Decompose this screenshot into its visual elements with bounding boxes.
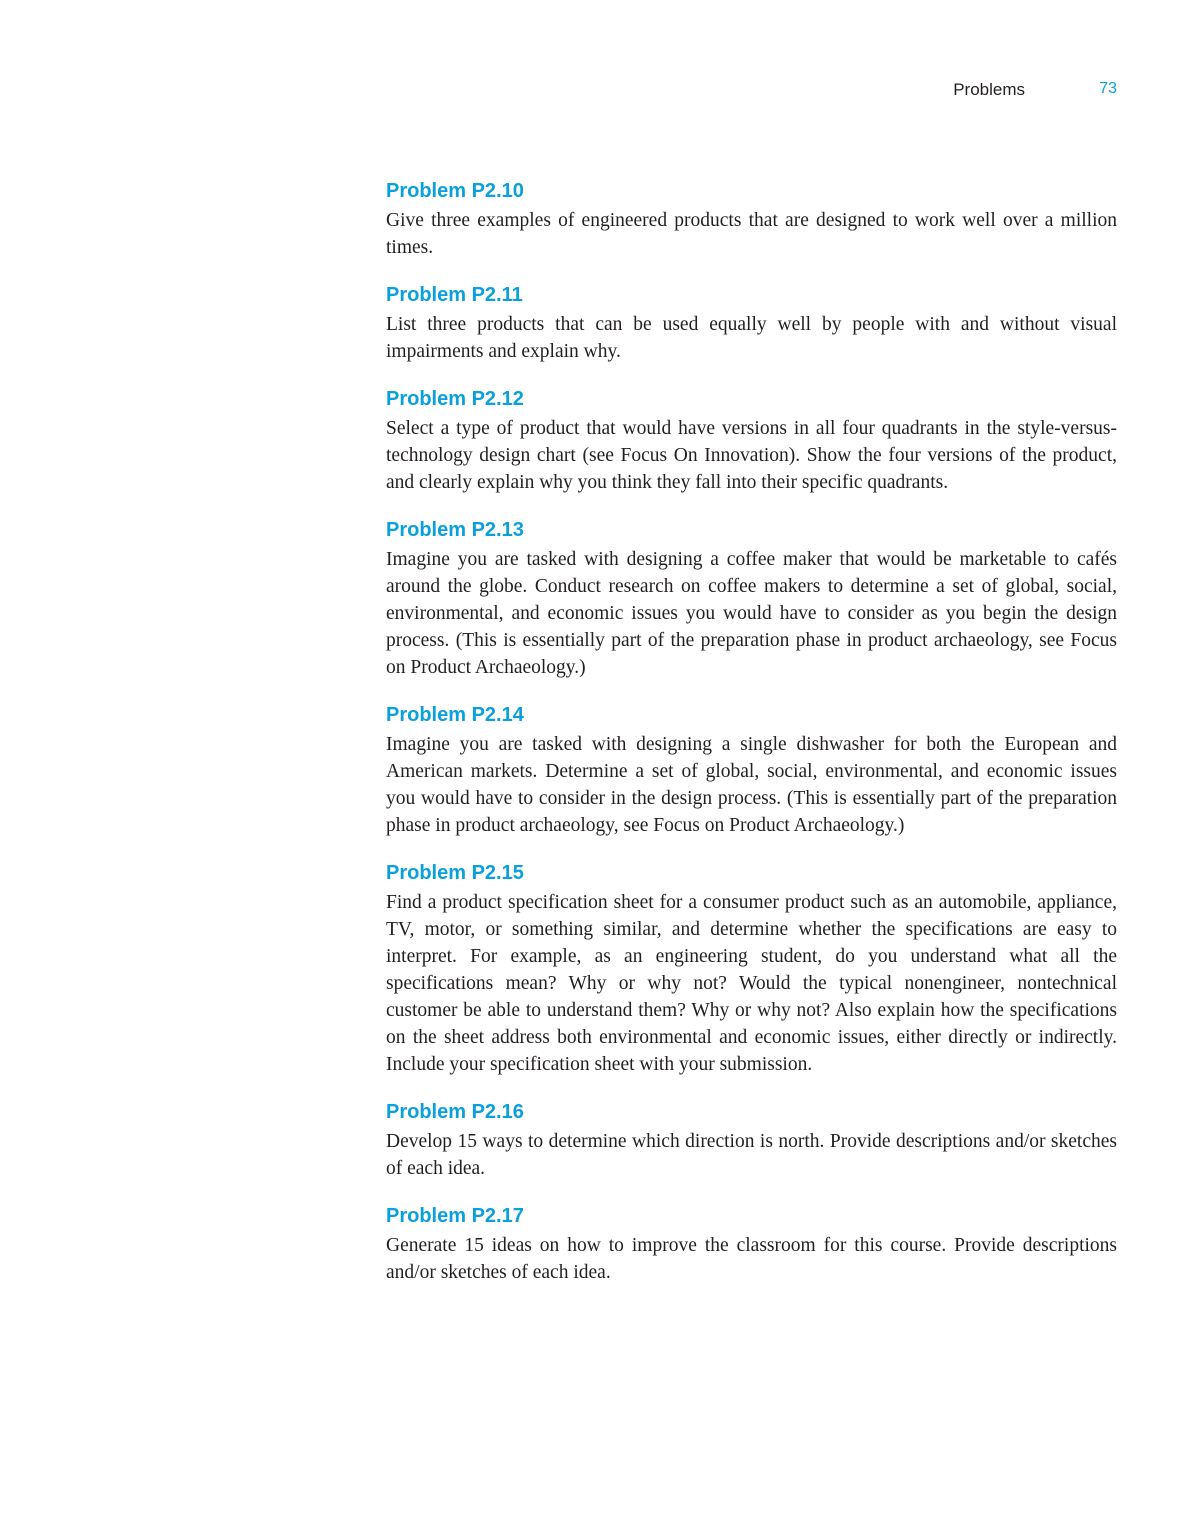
problem-text: Imagine you are tasked with designing a single dishwasher for both the European and American markets. Determine a set of global, social, environmental, and economic issues you would have to consider in the design process. (This is essentially part of the preparation phase in product archaeology, see Focus on Product Archaeology.) [386,734,1117,836]
problem-text: Develop 15 ways to determine which direction is north. Provide descriptions and/or sketches of each idea. [386,1131,1117,1179]
problem-p2-12 [386,385,1117,496]
problem-p2-17 [386,1202,1117,1286]
problem-p2-15 [386,859,1117,1078]
problem-p2-11 [386,281,1117,365]
problem-p2-10 [386,177,1117,261]
problem-title: Problem P2.12 [386,388,524,410]
problem-title: Problem P2.13 [386,519,524,541]
running-header [0,80,1117,104]
problem-title: Problem P2.14 [386,704,524,726]
running-header-section: Problems [953,80,1025,99]
problem-text: Select a type of product that would have versions in all four quadrants in the style-versus-technology design chart (see Focus On Innovation). Show the four versions of the product, and clearly explain why you think they fall into their specific quadrants. [386,418,1117,493]
problem-text: Give three examples of engineered products that are designed to work well over a million times. [386,210,1117,258]
problem-title: Problem P2.17 [386,1205,524,1227]
problem-title: Problem P2.11 [386,284,523,306]
problem-text: List three products that can be used equally well by people with and without visual impairments and explain why. [386,314,1117,362]
problem-text: Generate 15 ideas on how to improve the classroom for this course. Provide descriptions and/or sketches of each idea. [386,1235,1117,1283]
problem-title: Problem P2.15 [386,862,524,884]
problem-p2-16 [386,1098,1117,1182]
problem-title: Problem P2.16 [386,1101,524,1123]
problems-list [386,177,1117,1306]
problem-p2-13 [386,516,1117,681]
problem-title: Problem P2.10 [386,180,524,202]
page-number: 73 [1099,80,1117,97]
problem-text: Imagine you are tasked with designing a coffee maker that would be marketable to cafés around the globe. Conduct research on coffee makers to determine a set of global, social, environmental, and economic issues you would have to consider as you begin the design process. (This is essentially part of the preparation phase in product archaeology, see Focus on Product Archaeology.) [386,549,1117,678]
problem-text: Find a product specification sheet for a consumer product such as an automobile, appliance, TV, motor, or something similar, and determine whether the specifications are easy to interpret. For example, as an engineering student, do you understand what all the specifications mean? Why or why not? Would the typical nonengineer, nontechnical customer be able to understand them? Why or why not? Also explain how the specifications on the sheet address both environmental and economic issues, either directly or indirectly. Include your specification sheet with your submission. [386,892,1117,1075]
problem-p2-14 [386,701,1117,839]
